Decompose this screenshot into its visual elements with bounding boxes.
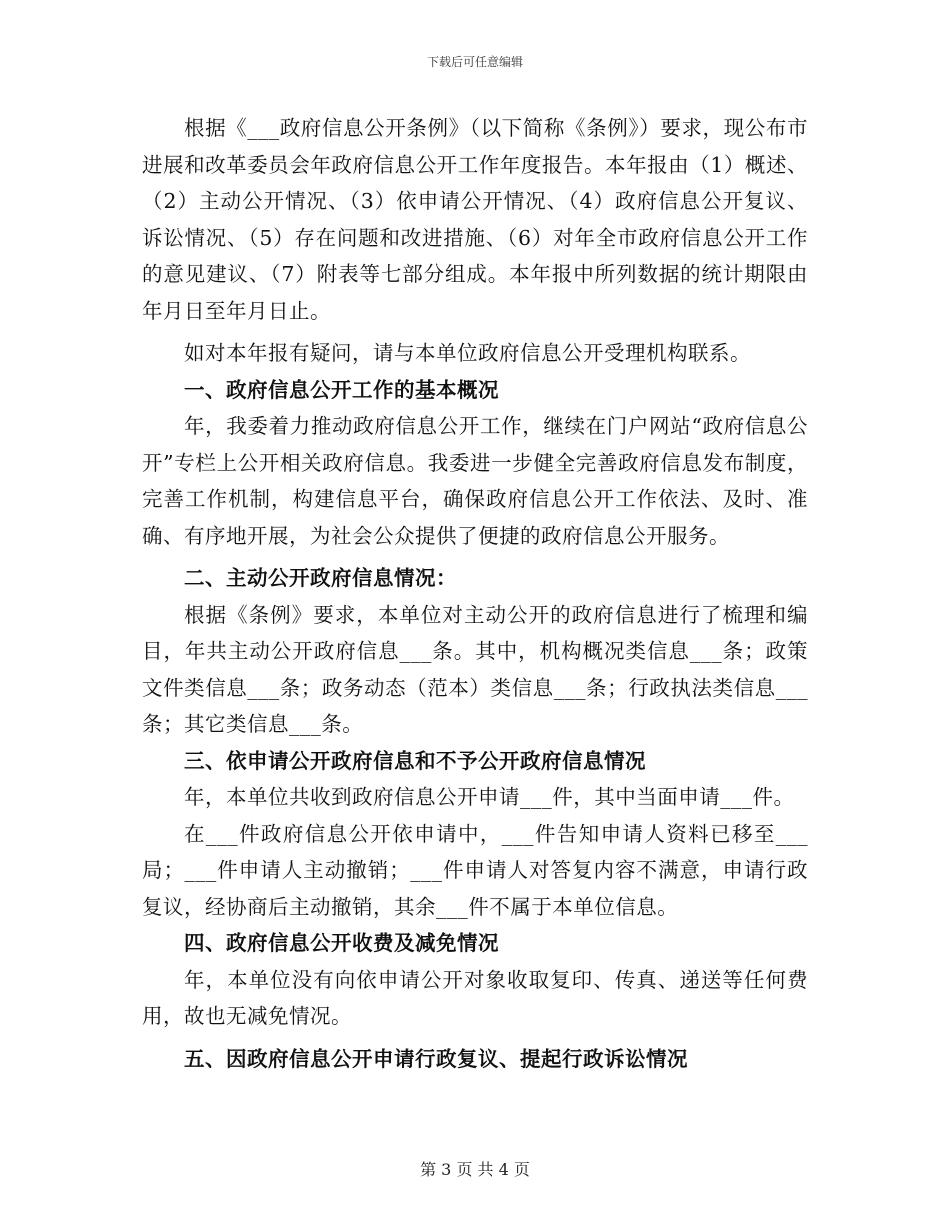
section-2-paragraph: 根据《条例》要求，本单位对主动公开的政府信息进行了梳理和编目，年共主动公开政府信息___条。其中，机构概况类信息___条；政策文件类信息___条；政务动态（范本）类信息___条；行政执法类信息___条；其它类信息___条。	[142, 602, 808, 736]
section-heading-1: 一、政府信息公开工作的基本概况	[184, 377, 499, 402]
contact-paragraph: 如对本年报有疑问，请与本单位政府信息公开受理机构联系。	[184, 341, 751, 365]
section-1-paragraph: 年，我委着力推动政府信息公开工作，继续在门户网站“政府信息公开”专栏上公开相关政府信息。我委进一步健全完善政府信息发布制度，完善工作机制，构建信息平台，确保政府信息公开工作依法、及时、准确、有序地开展，为社会公众提供了便捷的政府信息公开服务。	[142, 414, 808, 548]
intro-paragraph: 根据《___政府信息公开条例》（以下简称《条例》）要求，现公布市进展和改革委员会年政府信息公开工作年度报告。本年报由（1）概述、（2）主动公开情况、（3）依申请公开情况、（4）政府信息公开复议、诉讼情况、（5）存在问题和改进措施、（6）对年全市政府信息公开工作的意见建议、（7）附表等七部分组成。本年报中所列数据的统计期限由年月日至年月日止。	[142, 116, 808, 323]
section-heading-4: 四、政府信息公开收费及减免情况	[184, 931, 499, 955]
section-heading-2: 二、主动公开政府信息情况：	[184, 566, 457, 590]
section-3-paragraph-1: 年，本单位共收到政府信息公开申请___件，其中当面申请___件。	[184, 785, 795, 809]
section-heading-3: 三、依申请公开政府信息和不予公开政府信息情况	[184, 748, 646, 773]
section-heading-5: 五、因政府信息公开申请行政复议、提起行政诉讼情况	[184, 1046, 688, 1071]
page-footer: 第 3 页 共 4 页	[420, 1160, 530, 1179]
document-body	[142, 110, 808, 1077]
section-3-paragraph-2: 在___件政府信息公开依申请中，___件告知申请人资料已移至___局；___件申请人主动撤销；___件申请人对答复内容不满意，申请行政复议，经协商后主动撤销，其余___件不属于本单位信息。	[142, 821, 808, 919]
section-4-paragraph: 年，本单位没有向依申请公开对象收取复印、传真、递送等任何费用，故也无减免情况。	[142, 967, 808, 1028]
page-header: 下载后可任意编辑	[426, 55, 523, 69]
